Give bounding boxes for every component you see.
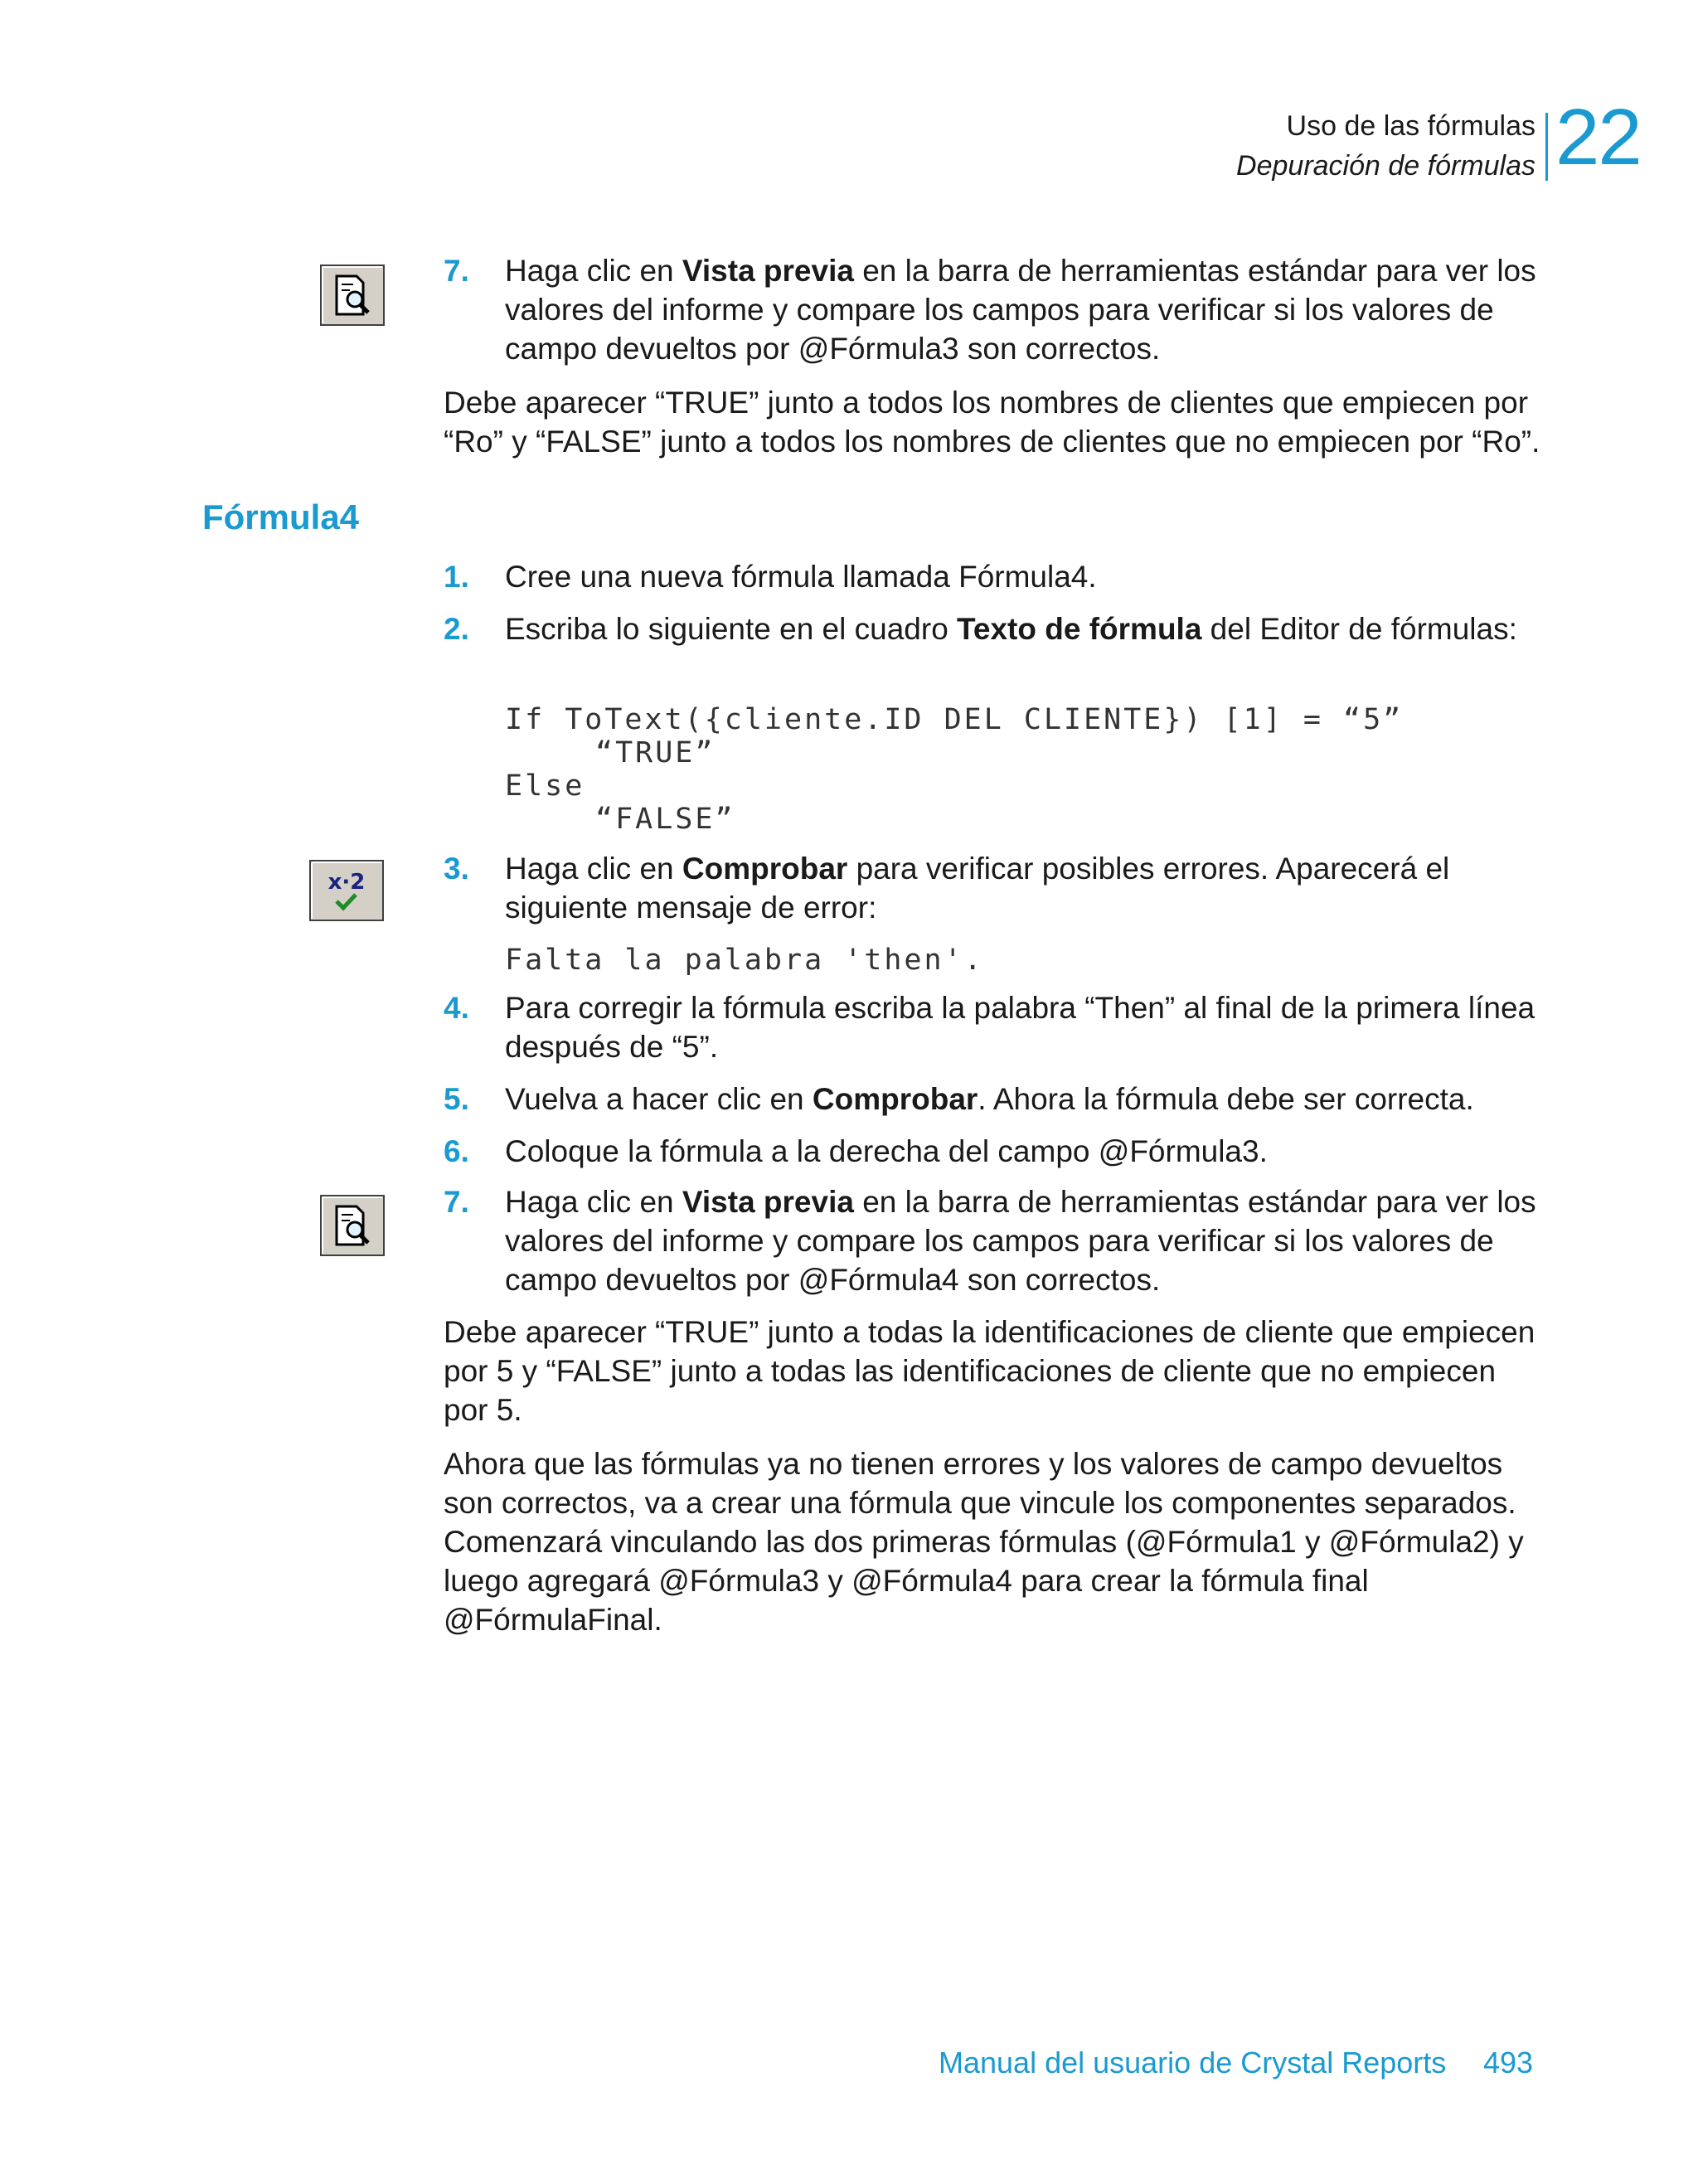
step-4 [444,988,1546,1066]
step-text: Para corregir la fórmula escriba la palabra “Then” al final de la primera línea después de “5”. [505,991,1535,1064]
chapter-title: Uso de las fórmulas [1286,110,1535,142]
step-6 [444,1132,1546,1171]
ui-term-vista-previa: Vista previa [682,1185,854,1219]
print-preview-icon [320,1195,385,1260]
step-number: 3. [444,852,469,886]
step-3 [444,849,1546,927]
step-1 [444,557,1546,596]
step-number: 5. [444,1082,469,1116]
section-heading: Fórmula4 [202,497,360,536]
step-5 [444,1080,1546,1119]
code-line: If ToText({cliente.ID DEL CLIENTE}) [1] = “5” [505,703,1404,736]
code-line: Else [505,769,585,803]
closing-paragraph: Ahora que las fórmulas ya no tienen errores y los valores de campo devueltos son correctos, va a crear una fórmula que vincule los componentes separados. Comenzará vinculando las dos primeras fórmulas (@Fórmula1 y @Fórmula2) y luego agregará @Fórmula3 y @Fórmula4 para crear la fórmula final @FórmulaFinal. [444,1447,1524,1637]
page-number: 493 [1483,2046,1534,2080]
step-number: 6. [444,1134,469,1168]
code-line: “FALSE” [595,803,735,836]
step-7-preview-formula4 [444,1182,1546,1299]
step-number: 1. [444,560,469,594]
step-text: Cree una nueva fórmula llamada Fórmula4. [505,560,1097,594]
ui-term-vista-previa: Vista previa [682,254,854,288]
ui-term-comprobar: Comprobar [812,1082,978,1116]
step-text: Vuelva a hacer clic en Comprobar. Ahora la fórmula debe ser correcta. [505,1082,1474,1116]
step-text: Escriba lo siguiente en el cuadro Texto de fórmula del Editor de fórmulas: [505,612,1517,646]
step-number: 4. [444,991,469,1025]
step-text: Coloque la fórmula a la derecha del campo @Fórmula3. [505,1134,1268,1168]
code-line: “TRUE” [595,736,716,769]
check-icon-label: x·2 [327,870,366,895]
section-title: Depuración de fórmulas [1236,150,1535,182]
ui-term-comprobar: Comprobar [682,852,848,886]
note-formula4-result: Debe aparecer “TRUE” junto a todas la identificaciones de cliente que empiecen por 5 y “FALSE” junto a todas las identificaciones de cliente que no empiecen por 5. [444,1315,1535,1427]
error-message: Falta la palabra 'then'. [505,944,984,977]
step-text: Haga clic en Vista previa en la barra de herramientas estándar para ver los valores del informe y compare los campos para verificar si los valores de campo devueltos por @Fórmula4 son correctos. [505,1185,1536,1297]
step-number: 2. [444,612,469,646]
ui-term-texto-de-formula: Texto de fórmula [957,612,1202,646]
check-formula-icon [309,860,384,925]
chapter-divider [1545,113,1548,181]
step-number: 7. [444,254,469,288]
step-2 [444,609,1546,687]
step-7-preview-formula3 [444,251,1546,368]
print-preview-icon [320,265,385,330]
step-text: Haga clic en Vista previa en la barra de herramientas estándar para ver los valores del informe y compare los campos para verificar si los valores de campo devueltos por @Fórmula3 son correctos. [505,254,1536,366]
chapter-number: 22 [1555,93,1641,182]
step-text: Haga clic en Comprobar para verificar posibles errores. Aparecerá el siguiente mensaje de error: [505,852,1450,925]
step-number: 7. [444,1185,469,1219]
note-formula3-result: Debe aparecer “TRUE” junto a todos los nombres de clientes que empiecen por “Ro” y “FALSE” junto a todos los nombres de clientes que no empiecen por “Ro”. [444,386,1540,459]
footer-book-title: Manual del usuario de Crystal Reports [939,2046,1447,2080]
